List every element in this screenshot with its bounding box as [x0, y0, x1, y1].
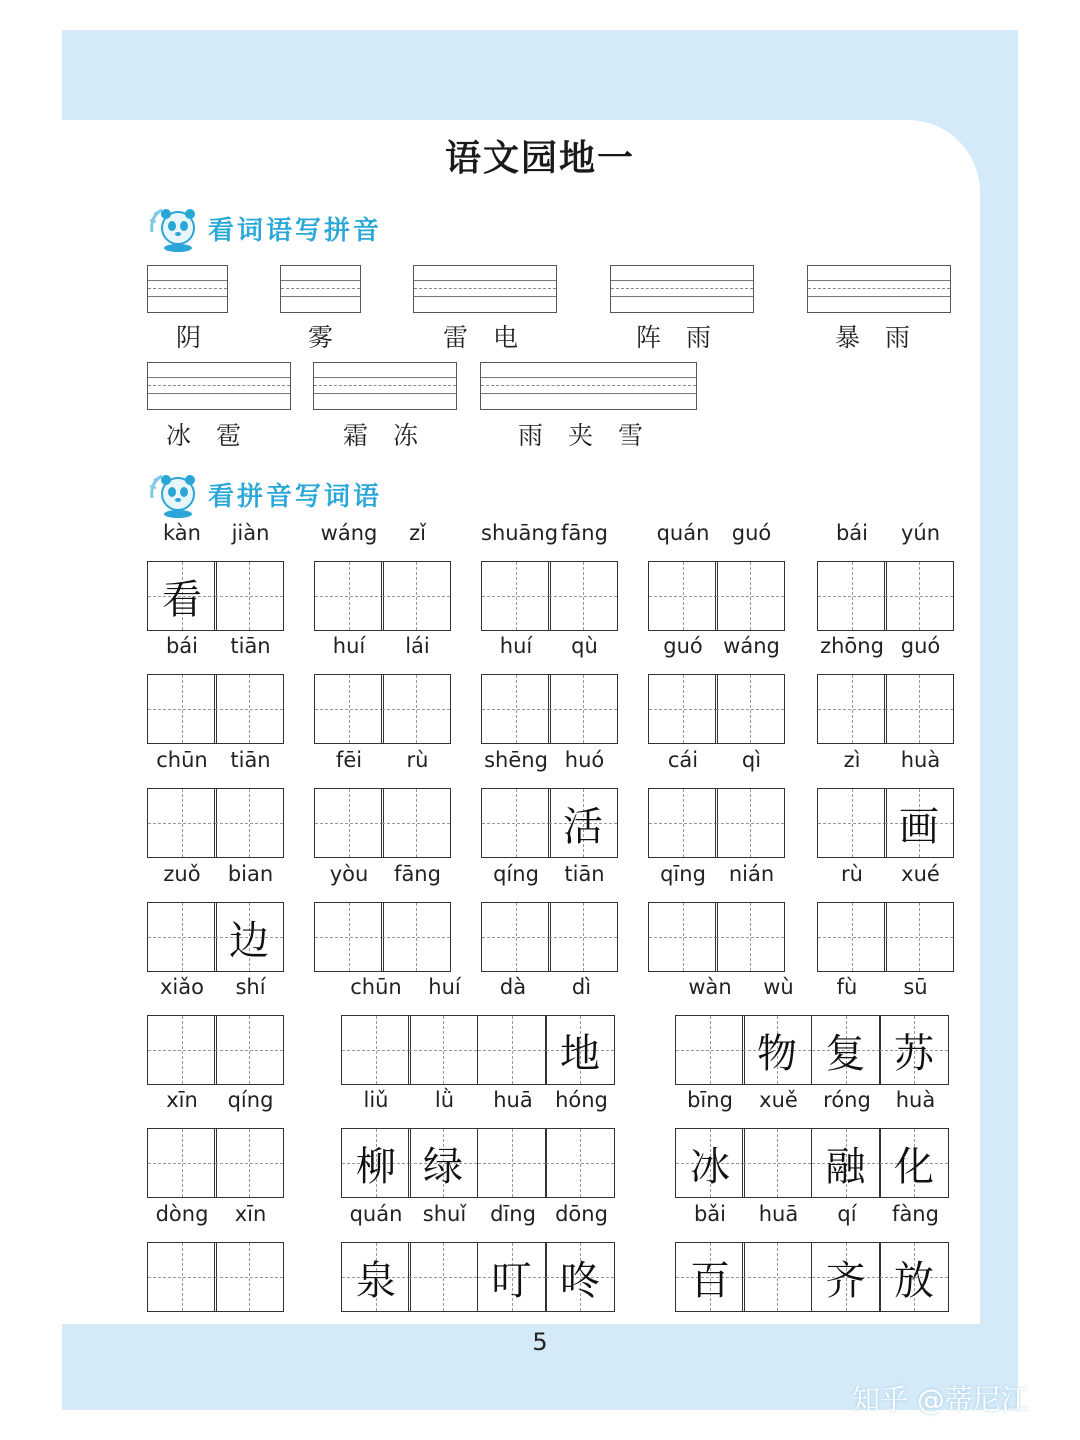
given-character	[885, 903, 953, 971]
given-character	[649, 675, 717, 743]
pinyin-label: qíng	[493, 862, 539, 886]
tianzige-cell[interactable]	[817, 561, 887, 631]
tianzige-cell[interactable]	[811, 1128, 881, 1198]
pinyin-label: guó	[663, 634, 703, 658]
pinyin-label: huí	[428, 975, 461, 999]
vocab-word: 阵 雨	[636, 323, 712, 352]
pinyin-writing-box[interactable]	[807, 265, 951, 313]
vocab-word: 霜 冻	[343, 421, 419, 450]
given-character	[482, 562, 550, 630]
tianzige-cell[interactable]	[341, 1128, 411, 1198]
given-character	[743, 1129, 811, 1197]
pinyin-label: shuǐ	[422, 1202, 467, 1226]
pinyin-label: róng	[823, 1088, 871, 1112]
pinyin-label: yòu	[329, 862, 369, 886]
pinyin-label: xuě	[759, 1088, 798, 1112]
given-character	[716, 903, 784, 971]
pinyin-label: rù	[841, 862, 863, 886]
tianzige-cell[interactable]	[817, 674, 887, 744]
vocab-word: 雨 夹 雪	[518, 421, 644, 450]
tianzige-cell[interactable]	[742, 1128, 812, 1198]
pinyin-label: yún	[900, 521, 941, 545]
pinyin-label: huí	[499, 634, 533, 658]
given-character	[409, 1016, 477, 1084]
tianzige-cell[interactable]	[147, 674, 217, 744]
given-character: 物	[757, 1030, 797, 1077]
pinyin-label: huó	[564, 748, 605, 772]
given-character	[818, 789, 886, 857]
tianzige-cell[interactable]	[879, 1242, 949, 1312]
given-character	[649, 903, 717, 971]
page-number: 5	[532, 1328, 548, 1356]
tianzige-cell[interactable]	[314, 788, 384, 858]
given-character	[148, 1016, 216, 1084]
tianzige-cell[interactable]	[545, 1242, 615, 1312]
tianzige-cell[interactable]	[715, 674, 785, 744]
pinyin-label: fàng	[892, 1202, 939, 1226]
tianzige-cell[interactable]	[648, 902, 718, 972]
pinyin-label: rù	[406, 748, 429, 772]
pinyin-label: hóng	[555, 1088, 608, 1112]
tianzige-cell[interactable]	[548, 788, 618, 858]
tianzige-cell[interactable]	[147, 1128, 217, 1198]
pinyin-label: chūn	[350, 975, 402, 999]
given-character: 融	[825, 1143, 866, 1190]
given-character: 百	[690, 1257, 730, 1304]
pinyin-label: liǔ	[363, 1088, 389, 1112]
given-character	[676, 1016, 744, 1084]
tianzige-cell[interactable]	[481, 788, 551, 858]
given-character	[409, 1243, 477, 1311]
pinyin-label: shēng	[484, 748, 548, 772]
given-character	[215, 1016, 283, 1084]
pinyin-label: qù	[571, 634, 598, 658]
tianzige-cell[interactable]	[214, 674, 284, 744]
tianzige-cell[interactable]	[879, 1128, 949, 1198]
page-title: 语文园地一	[444, 137, 635, 179]
pinyin-label: kàn	[163, 521, 201, 545]
tianzige-cell[interactable]	[214, 1128, 284, 1198]
tianzige-cell[interactable]	[147, 902, 217, 972]
given-character	[743, 1243, 811, 1311]
tianzige-cell[interactable]	[314, 902, 384, 972]
given-character	[315, 675, 383, 743]
given-character	[382, 562, 450, 630]
given-character	[215, 675, 283, 743]
tianzige-cell[interactable]	[477, 1242, 547, 1312]
pinyin-label: qí	[837, 1202, 857, 1226]
tianzige-cell[interactable]	[381, 674, 451, 744]
given-character	[482, 789, 550, 857]
pinyin-label: tiān	[564, 862, 605, 886]
pinyin-label: nián	[728, 862, 775, 886]
tianzige-cell[interactable]	[675, 1015, 745, 1085]
pinyin-label: huā	[493, 1088, 533, 1112]
pinyin-label: zì	[843, 748, 861, 772]
pinyin-label: fāng	[394, 862, 441, 886]
pinyin-label: bái	[165, 634, 199, 658]
pinyin-label: zhōng	[820, 634, 884, 658]
tianzige-cell[interactable]	[381, 561, 451, 631]
given-character	[215, 1129, 283, 1197]
given-character	[148, 789, 216, 857]
tianzige-cell[interactable]	[214, 1015, 284, 1085]
given-character: 活	[563, 803, 603, 850]
given-character	[482, 675, 550, 743]
tianzige-cell[interactable]	[147, 561, 217, 631]
section-title-words: 看拼音写词语	[208, 482, 383, 512]
tianzige-cell[interactable]	[314, 561, 384, 631]
tianzige-cell[interactable]	[214, 561, 284, 631]
given-character	[649, 562, 717, 630]
given-character	[478, 1016, 546, 1084]
panda-icon	[148, 202, 204, 252]
tianzige-cell[interactable]	[214, 902, 284, 972]
given-character: 咚	[560, 1257, 600, 1304]
tianzige-cell[interactable]	[811, 1015, 881, 1085]
pinyin-label: cái	[667, 748, 699, 772]
tianzige-cell[interactable]	[408, 1242, 478, 1312]
section-title-pinyin: 看词语写拼音	[208, 216, 383, 246]
tianzige-cell[interactable]	[884, 902, 954, 972]
tianzige-cell[interactable]	[545, 1128, 615, 1198]
given-character	[148, 1129, 216, 1197]
given-character	[215, 562, 283, 630]
tianzige-cell[interactable]	[675, 1128, 745, 1198]
tianzige-cell[interactable]	[341, 1242, 411, 1312]
tianzige-cell[interactable]	[545, 1015, 615, 1085]
given-character	[716, 675, 784, 743]
pinyin-label: wáng	[723, 634, 780, 658]
given-character	[549, 562, 617, 630]
pinyin-label: bái	[835, 521, 869, 545]
given-character	[818, 675, 886, 743]
given-character: 画	[899, 803, 939, 850]
given-character: 复	[825, 1030, 866, 1077]
pinyin-label: xīn	[166, 1088, 198, 1112]
given-character	[482, 903, 550, 971]
pinyin-label: tiān	[230, 634, 271, 658]
given-character: 边	[229, 917, 269, 964]
given-character: 看	[162, 576, 202, 623]
given-character	[148, 1243, 216, 1311]
tianzige-cell[interactable]	[715, 561, 785, 631]
tianzige-cell[interactable]	[214, 1242, 284, 1312]
given-character	[885, 675, 953, 743]
pinyin-writing-box[interactable]	[610, 265, 754, 313]
pinyin-label: tiān	[230, 748, 271, 772]
vocab-word: 雷 电	[443, 323, 519, 352]
given-character	[148, 675, 216, 743]
pinyin-label: dà	[499, 975, 527, 999]
pinyin-writing-box[interactable]	[147, 265, 228, 313]
pinyin-label: huà	[900, 748, 941, 772]
pinyin-label: huí	[332, 634, 366, 658]
pinyin-label: guó	[900, 634, 941, 658]
tianzige-cell[interactable]	[742, 1015, 812, 1085]
pinyin-label: xīn	[234, 1202, 267, 1226]
pinyin-writing-box[interactable]	[147, 362, 291, 410]
pinyin-label: qì	[741, 748, 762, 772]
pinyin-label: wù	[763, 975, 794, 999]
pinyin-label: dōng	[555, 1202, 608, 1226]
tianzige-cell[interactable]	[481, 561, 551, 631]
tianzige-cell[interactable]	[715, 902, 785, 972]
pinyin-label: chūn	[156, 748, 208, 772]
pinyin-label: qīng	[660, 862, 706, 886]
pinyin-label: shí	[235, 975, 266, 999]
tianzige-cell[interactable]	[481, 902, 551, 972]
pinyin-label: lái	[405, 634, 430, 658]
panda-icon	[148, 468, 204, 518]
tianzige-cell[interactable]	[477, 1015, 547, 1085]
given-character	[315, 789, 383, 857]
tianzige-cell[interactable]	[314, 674, 384, 744]
given-character	[342, 1016, 410, 1084]
tianzige-cell[interactable]	[817, 902, 887, 972]
tianzige-cell[interactable]	[548, 561, 618, 631]
pinyin-writing-box[interactable]	[413, 265, 557, 313]
tianzige-cell[interactable]	[817, 788, 887, 858]
given-character: 柳	[356, 1143, 396, 1190]
pinyin-label: dì	[571, 975, 592, 999]
vocab-word: 阴	[176, 323, 202, 352]
given-character	[215, 789, 283, 857]
given-character	[315, 903, 383, 971]
given-character	[716, 789, 784, 857]
pinyin-label: zuǒ	[163, 862, 201, 886]
given-character: 泉	[356, 1257, 396, 1304]
tianzige-cell[interactable]	[214, 788, 284, 858]
pinyin-label: huà	[895, 1088, 936, 1112]
given-character: 地	[560, 1030, 600, 1077]
pinyin-label: sū	[903, 975, 928, 999]
pinyin-writing-box[interactable]	[280, 265, 361, 313]
watermark: 知乎 @蒂尼江	[852, 1383, 1029, 1416]
pinyin-label: quán	[656, 521, 710, 545]
given-character	[716, 562, 784, 630]
tianzige-cell[interactable]	[408, 1128, 478, 1198]
pinyin-writing-box[interactable]	[313, 362, 457, 410]
given-character	[885, 562, 953, 630]
tianzige-cell[interactable]	[147, 1015, 217, 1085]
pinyin-label: bian	[227, 862, 274, 886]
vocab-word: 雾	[308, 323, 334, 352]
pinyin-label: lǜ	[434, 1088, 455, 1112]
pinyin-label: wáng	[320, 521, 378, 545]
given-character	[148, 903, 216, 971]
vocab-word: 暴 雨	[835, 323, 911, 352]
given-character: 齐	[825, 1257, 866, 1304]
tianzige-cell[interactable]	[147, 1242, 217, 1312]
tianzige-cell[interactable]	[147, 788, 217, 858]
pinyin-label: jiàn	[231, 521, 270, 545]
tianzige-cell[interactable]	[481, 674, 551, 744]
pinyin-label: dīng	[490, 1202, 536, 1226]
tianzige-cell[interactable]	[648, 788, 718, 858]
tianzige-cell[interactable]	[341, 1015, 411, 1085]
pinyin-label: dòng	[155, 1202, 209, 1226]
tianzige-cell[interactable]	[884, 788, 954, 858]
given-character: 冰	[690, 1143, 730, 1190]
given-character	[315, 562, 383, 630]
pinyin-writing-box[interactable]	[480, 362, 697, 410]
tianzige-cell[interactable]	[675, 1242, 745, 1312]
tianzige-cell[interactable]	[879, 1015, 949, 1085]
tianzige-cell[interactable]	[715, 788, 785, 858]
tianzige-cell[interactable]	[884, 561, 954, 631]
given-character	[818, 562, 886, 630]
pinyin-label: xiǎo	[160, 975, 204, 999]
pinyin-label: zǐ	[409, 521, 426, 545]
tianzige-cell[interactable]	[548, 674, 618, 744]
given-character	[818, 903, 886, 971]
given-character: 放	[894, 1257, 934, 1304]
vocab-word: 冰 雹	[166, 421, 242, 450]
given-character	[649, 789, 717, 857]
tianzige-cell[interactable]	[884, 674, 954, 744]
given-character	[546, 1129, 614, 1197]
given-character: 化	[894, 1143, 934, 1190]
pinyin-label: qíng	[227, 1088, 274, 1112]
pinyin-label: quán	[349, 1202, 403, 1226]
tianzige-cell[interactable]	[548, 902, 618, 972]
pinyin-label: huā	[758, 1202, 799, 1226]
given-character: 绿	[423, 1143, 463, 1190]
given-character	[478, 1129, 546, 1197]
tianzige-cell[interactable]	[648, 674, 718, 744]
tianzige-cell[interactable]	[381, 788, 451, 858]
given-character	[382, 789, 450, 857]
tianzige-cell[interactable]	[648, 561, 718, 631]
tianzige-cell[interactable]	[381, 902, 451, 972]
pinyin-label: fēi	[335, 748, 363, 772]
given-character	[382, 675, 450, 743]
pinyin-label: fāng	[561, 521, 608, 545]
given-character: 苏	[894, 1030, 934, 1077]
given-character: 叮	[491, 1257, 532, 1304]
given-character	[215, 1243, 283, 1311]
pinyin-label: xué	[901, 862, 940, 886]
given-character	[382, 903, 450, 971]
pinyin-label: shuāng	[481, 521, 559, 545]
tianzige-cell[interactable]	[408, 1015, 478, 1085]
given-character	[549, 903, 617, 971]
tianzige-cell[interactable]	[477, 1128, 547, 1198]
pinyin-label: wàn	[688, 975, 732, 999]
tianzige-cell[interactable]	[742, 1242, 812, 1312]
tianzige-cell[interactable]	[811, 1242, 881, 1312]
given-character	[549, 675, 617, 743]
pinyin-label: bǎi	[693, 1202, 727, 1226]
pinyin-label: fù	[836, 975, 858, 999]
pinyin-label: guó	[731, 521, 772, 545]
pinyin-label: bīng	[687, 1088, 733, 1112]
